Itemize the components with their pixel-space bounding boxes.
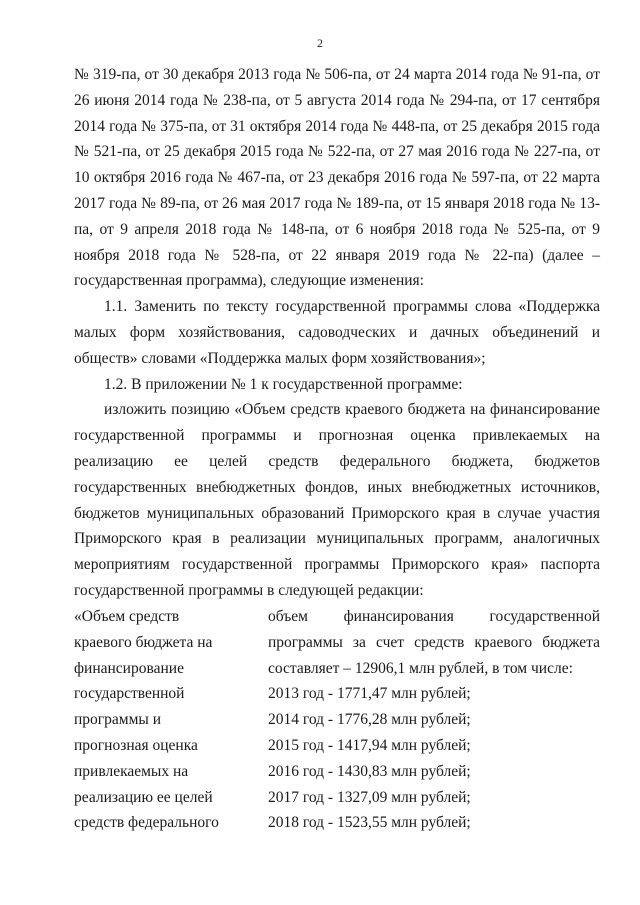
passport-left-line: финансирование xyxy=(74,659,184,677)
passport-left-line: краевого бюджета на xyxy=(74,633,213,651)
passport-right-column xyxy=(264,604,600,836)
passport-year-line: 2014 год - 1776,28 млн рублей; xyxy=(268,711,471,729)
paragraph-amendments-list: № 319-па, от 30 декабря 2013 года № 506-па, от 24 марта 2014 года № 91-па, от 26 июня 2014 года № 238-па, от 5 августа 2014 года № 294-па, от 17 сентября 2014 года № 375-па, от 31 октября 2014 года № 448-па, от 25 декабря 2015 года № 521-па, от 25 декабря 2015 года № 522-па, от 27 мая 2016 года № 227-па, от 10 октября 2016 года № 467-па, от 23 декабря 2016 года № 597-па, от 22 марта 2017 года № 89-па, от 26 мая 2017 года № 189-па, от 15 января 2018 года № 13-па, от 9 апреля 2018 года № 148-па, от 6 ноября 2018 года № 525-па, от 9 ноября 2018 года № 528-па, от 22 января 2019 года № 22-па) (далее – государственная программа), следующие изменения: xyxy=(74,66,600,290)
page-number: 2 xyxy=(317,36,323,50)
passport-left-line: реализацию ее целей xyxy=(74,788,213,806)
passport-left-line: прогнозная оценка xyxy=(74,736,198,754)
passport-year-line: 2013 год - 1771,47 млн рублей; xyxy=(268,685,471,703)
passport-funding-intro: объем финансирования государственной программы за счет средств краевого бюджета составляет – 12906,1 млн рублей, в том числе: xyxy=(268,608,600,677)
passport-table xyxy=(74,604,600,836)
passport-left-line: программы и xyxy=(74,711,161,729)
passport-year-line: 2016 год - 1430,83 млн рублей; xyxy=(268,762,471,780)
passport-left-column xyxy=(74,604,264,836)
paragraph-1-1: 1.1. Заменить по тексту государственной программы слова «Поддержка малых форм хозяйствования, садоводческих и дачных объединений и обществ» словами «Поддержка малых форм хозяйствования»; xyxy=(74,298,600,367)
passport-left-line: государственной xyxy=(74,685,185,703)
passport-year-line: 2017 год - 1327,09 млн рублей; xyxy=(268,788,471,806)
passport-left-line: «Объем средств xyxy=(74,608,180,625)
passport-left-line: средств федерального xyxy=(74,814,219,832)
passport-left-line: привлекаемых на xyxy=(74,762,189,780)
paragraph-position: изложить позицию «Объем средств краевого бюджета на финансирование государственной программы и прогнозная оценка привлекаемых на реализацию ее целей средств федерального бюджета, бюджетов государственных внебюджетных фондов, иных внебюджетных источников, бюджетов муниципальных образований Приморского края в случае участия Приморского края в реализации муниципальных программ, аналогичных мероприятиям государственной программы Приморского края» паспорта государственной программы в следующей редакции: xyxy=(74,401,600,599)
passport-year-line: 2018 год - 1523,55 млн рублей; xyxy=(268,814,471,832)
passport-year-line: 2015 год - 1417,94 млн рублей; xyxy=(268,736,471,754)
paragraph-1-2: 1.2. В приложении № 1 к государственной программе: xyxy=(104,375,463,393)
body-text xyxy=(74,62,600,604)
